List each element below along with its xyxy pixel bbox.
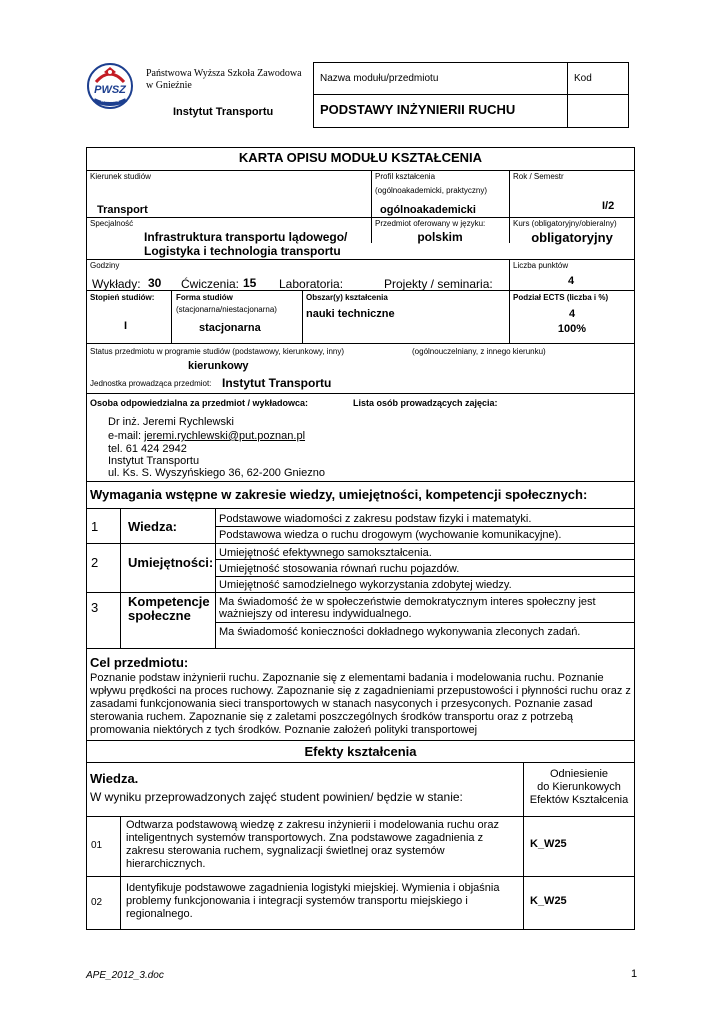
rok-label: Rok / Semestr	[513, 172, 564, 181]
requirement-label-3b: społeczne	[128, 608, 191, 623]
requirement-num-3: 3	[91, 600, 99, 615]
effect-01-line-3: zakresu sterowania ruchem, sygnalizacji świetlnej oraz systemów	[126, 845, 445, 857]
forma-label: Forma studiów	[176, 293, 233, 302]
requirements-title: Wymagania wstępne w zakresie wiedzy, umiejętności, kompetencji społecznych:	[90, 487, 588, 502]
wiedza-label: Wiedza.	[90, 771, 139, 786]
godziny-label: Godziny	[90, 261, 120, 270]
effect-02-line-2: problemy funkcjonowania i integracji systemów transportu miejskiego i	[126, 895, 468, 907]
contact-name: Dr inż. Jeremi Rychlewski	[108, 416, 234, 428]
forma-value: stacjonarna	[199, 322, 261, 334]
requirement-num-2: 2	[91, 555, 99, 570]
effect-num-01: 01	[91, 840, 103, 851]
effect-01-line-4: hierarchicznych.	[126, 858, 206, 870]
school-logo	[86, 62, 134, 110]
contact-email-label: e-mail:	[108, 430, 145, 442]
profil-sublabel: (ogólnoakademicki, praktyczny)	[375, 186, 488, 195]
footer-page-number: 1	[631, 968, 638, 980]
school-name-line1: Państwowa Wyższa Szkoła Zawodowa	[146, 68, 302, 79]
effect-num-02: 02	[91, 897, 103, 908]
requirement-3-line-3: Ma świadomość konieczności dokładnego wykonywania zleconych zadań.	[219, 626, 581, 638]
module-header-table	[313, 62, 629, 128]
requirement-label-1: Wiedza:	[128, 519, 177, 534]
code-label: Kod	[574, 73, 592, 84]
forma-sublabel: (stacjonarna/niestacjonarna)	[176, 305, 277, 314]
jednostka-value: Instytut Transportu	[222, 376, 332, 390]
punkty-value: 4	[568, 275, 575, 287]
reference-header-3: Efektów Kształcenia	[529, 794, 629, 806]
goal-line-3: zasadami funkcjonowania sieci transportowych w stanach nasyconych i przesyconych. Poznanie zasad	[90, 698, 593, 710]
requirement-2-line-2: Umiejętność stosowania równań ruchu pojazdów.	[219, 563, 460, 575]
logo-subtext: Gniezno	[100, 98, 120, 104]
jednostka-label: Jednostka prowadząca przedmiot:	[90, 379, 212, 388]
wyklady-value: 30	[148, 276, 162, 290]
requirement-3-line-2: ważniejszy od interesu indywidualnego.	[219, 608, 412, 620]
jezyk-value: polskim	[417, 230, 463, 244]
ects-value: 4	[568, 308, 576, 320]
kierunek-value: Transport	[97, 204, 148, 216]
effect-01-ref: K_W25	[530, 838, 567, 850]
profil-label: Profil kształcenia	[375, 172, 436, 181]
ects-percent: 100%	[557, 323, 587, 335]
effect-01-line-2: inteligentnych systemów transportowych. Zna podstawowe zagadnienia z	[126, 832, 484, 844]
reference-header-2: do Kierunkowych	[537, 781, 621, 793]
kurs-value: obligatoryjny	[531, 230, 613, 245]
requirement-2-line-3: Umiejętność samodzielnego wykorzystania zdobytej wiedzy.	[219, 579, 512, 591]
kurs-label: Kurs (obligatoryjny/obieralny)	[513, 219, 617, 228]
cwiczenia-value: 15	[243, 276, 257, 290]
ects-label: Podział ECTS (liczba i %)	[513, 293, 609, 302]
osoba-label: Osoba odpowiedzialna za przedmiot / wykładowca:	[90, 398, 309, 408]
kierunek-label: Kierunek studiów	[90, 172, 151, 181]
goal-line-5: promowania niektórych z tych środków. Poznanie założeń polityki transportowej	[90, 724, 478, 736]
punkty-label: Liczba punktów	[513, 261, 569, 270]
card-title: KARTA OPISU MODUŁU KSZTAŁCENIA	[238, 150, 483, 165]
reference-header-1: Odniesienie	[549, 768, 609, 780]
rok-value: I/2	[602, 200, 615, 212]
requirement-num-1: 1	[91, 519, 99, 534]
wyklady-label: Wykłady:	[92, 277, 141, 291]
requirement-label-2: Umiejętności:	[128, 555, 214, 570]
logo-text: PWSZ	[94, 84, 126, 96]
laboratoria-label: Laboratoria:	[279, 277, 344, 291]
effects-title: Efekty kształcenia	[304, 744, 417, 759]
jezyk-label: Przedmiot oferowany w języku:	[375, 219, 486, 228]
status-label: Status przedmiotu w programie studiów (podstawowy, kierunkowy, inny)	[90, 347, 345, 356]
specjalnosc-line2: Logistyka i technologia transportu	[144, 244, 341, 258]
requirement-2-line-1: Umiejętność efektywnego samokształcenia.	[219, 547, 432, 559]
effect-02-line-1: Identyfikuje podstawowe zagadnienia logistyki miejskiej. Wymienia i objaśnia	[126, 882, 500, 894]
wiedza-intro: W wyniku przeprowadzonych zajęć student powinien/ będzie w stanie:	[90, 790, 463, 804]
module-name-label: Nazwa modułu/przedmiotu	[320, 73, 439, 84]
module-name: PODSTAWY INŻYNIERII RUCHU	[320, 102, 516, 117]
requirement-1-line-2: Podstawowa wiedza o ruchu drogowym (wychowanie komunikacyjne).	[219, 529, 562, 541]
obszar-label: Obszar(y) kształcenia	[306, 293, 388, 302]
stopien-value: I	[124, 320, 128, 332]
effect-02-line-3: regionalnego.	[126, 908, 193, 920]
contact-address: ul. Ks. S. Wyszyńskiego 36, 62-200 Gniezno	[108, 467, 325, 479]
effect-02-ref: K_W25	[530, 895, 567, 907]
status-value: kierunkowy	[188, 360, 249, 372]
requirement-label-3a: Kompetencje	[128, 594, 210, 609]
stopien-label: Stopień studiów:	[90, 293, 155, 302]
lista-label: Lista osób prowadzących zajęcia:	[353, 398, 498, 408]
contact-institute: Instytut Transportu	[108, 455, 200, 467]
goal-line-4: sterowania ruchem. Zapoznanie się z zaletami poszczególnych środków transportu oraz z potrzebą	[90, 711, 574, 723]
school-name-line2: w Gnieźnie	[146, 80, 192, 91]
profil-value: ogólnoakademicki	[380, 204, 476, 216]
goal-title: Cel przedmiotu:	[90, 655, 189, 670]
specjalnosc-line1: Infrastruktura transportu lądowego/	[144, 230, 348, 244]
contact-email-row	[108, 430, 305, 443]
specjalnosc-label: Specjalność	[90, 219, 134, 228]
projekty-label: Projekty / seminaria:	[384, 277, 493, 291]
contact-email-link[interactable]: jeremi.rychlewski@put.poznan.pl	[144, 430, 306, 442]
goal-line-1: Poznanie podstaw inżynierii ruchu. Zapoznanie się z elementami badania i modelowania ruchu. Poznanie	[90, 672, 604, 684]
institute-name: Instytut Transportu	[173, 106, 274, 118]
requirement-1-line-1: Podstawowe wiadomości z zakresu podstaw fizyki i matematyki.	[219, 513, 532, 525]
cwiczenia-label: Ćwiczenia:	[181, 277, 240, 291]
obszar-value: nauki techniczne	[306, 308, 395, 320]
goal-line-2: wpływu prędkości na proces ruchowy. Zapoznanie się z zagadnieniami przepustowości i płynności ruchu oraz z	[90, 685, 631, 697]
requirement-3-line-1: Ma świadomość że w społeczeństwie demokratycznym interes społeczny jest	[219, 596, 596, 608]
contact-phone: tel. 61 424 2942	[108, 443, 187, 455]
status-label-2: (ogólnouczelniany, z innego kierunku)	[412, 347, 546, 356]
footer-filename: APE_2012_3.doc	[86, 970, 164, 981]
effect-01-line-1: Odtwarza podstawową wiedzę z zakresu inżynierii i modelowania ruchu oraz	[126, 819, 499, 831]
